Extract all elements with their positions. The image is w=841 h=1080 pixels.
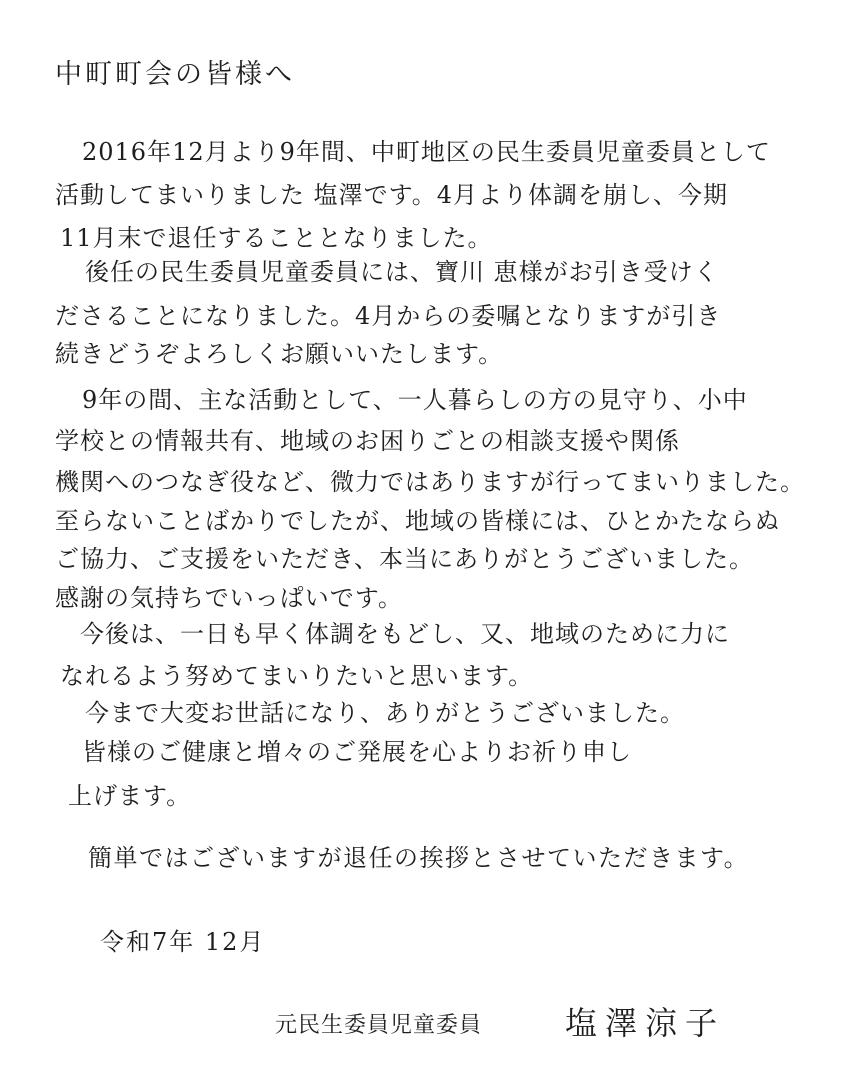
letter-line: ご協力、ご支援をいただき、本当にありがとうございました。 (55, 545, 755, 573)
salutation: 中町町会の皆様へ (55, 59, 295, 90)
letter-line: 学校との情報共有、地域のお困りごとの相談支援や関係 (55, 427, 680, 455)
letter-line: 今後は、一日も早く体調をもどし、又、地域のために力に (80, 620, 730, 648)
letter-line: 機関へのつなぎ役など、微力ではありますが行ってまいりました。 (55, 468, 805, 496)
letter-line: 続きどうぞよろしくお願いいたします。 (55, 340, 504, 368)
letter-line: 今まで大変お世話になり、ありがとうございました。 (85, 699, 685, 727)
letter-line: 後任の民生委員児童委員には、寶川 恵様がお引き受けく (85, 258, 719, 286)
letter-line: 活動してまいりました 塩澤です。4月より体調を崩し、今期 (55, 181, 728, 209)
letter-line: 感謝の気持ちでいっぱいです。 (55, 584, 403, 612)
signature-title: 元民生委員児童委員 (275, 1013, 483, 1038)
letter-line: ださることになりました。4月からの委嘱となりますが引き (55, 302, 722, 330)
letter-line: 至らないことばかりでしたが、地域の皆様には、ひとかたならぬ (55, 507, 780, 535)
letter-date: 令和7年 12月 (100, 928, 266, 956)
letter-line: 11月末で退任することとなりました。 (60, 224, 493, 252)
signature-name: 塩澤涼子 (565, 1004, 726, 1042)
letter-line: なれるよう努めてまいりたいと思います。 (60, 662, 534, 690)
letter-line: 9年の間、主な活動として、一人暮らしの方の見守り、小中 (82, 386, 748, 414)
closing-line: 簡単ではございますが退任の挨拶とさせていただきます。 (88, 844, 750, 872)
letter-line: 皆様のご健康と増々のご発展を心よりお祈り申し (82, 738, 632, 766)
letter-line: 上げます。 (68, 782, 192, 810)
letter-line: 2016年12月より9年間、中町地区の民生委員児童委員として (82, 138, 771, 166)
